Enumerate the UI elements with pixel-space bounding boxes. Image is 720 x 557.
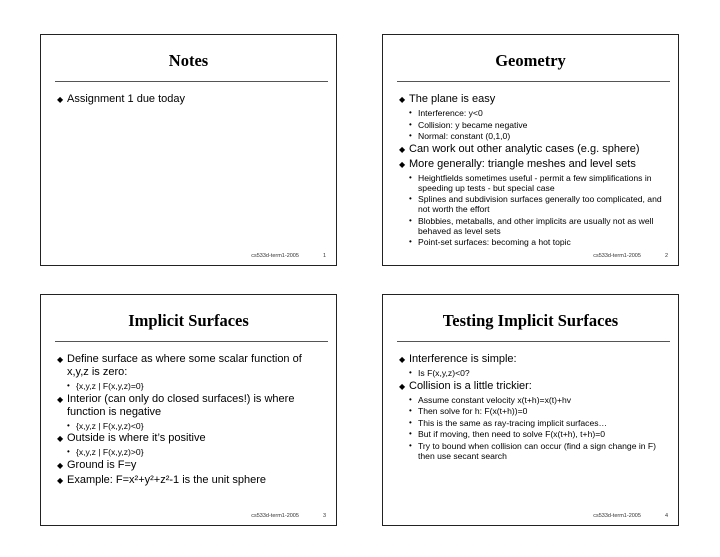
sub-bullet bbox=[409, 441, 668, 461]
sub-bullet-text: Blobbies, metaballs, and other implicits are usually not as well behaved as level sets bbox=[418, 215, 654, 236]
sub-bullet-text: Splines and subdivision surfaces generally too complicated, and not worth the effort bbox=[418, 194, 662, 214]
dot-bullet-icon: • bbox=[409, 108, 412, 117]
bullet bbox=[57, 93, 326, 106]
diamond-bullet-icon: ◆ bbox=[399, 95, 406, 104]
bullet bbox=[57, 459, 326, 472]
slide-footer bbox=[251, 253, 326, 259]
dot-bullet-icon: • bbox=[409, 394, 412, 404]
sub-bullet bbox=[409, 237, 668, 247]
slide-title: Testing Implicit Surfaces bbox=[442, 311, 619, 330]
title-divider bbox=[397, 81, 670, 82]
sub-bullet bbox=[409, 194, 668, 214]
dot-bullet-icon: • bbox=[409, 172, 412, 182]
dot-bullet-icon: • bbox=[409, 237, 412, 246]
diamond-bullet-icon: ◆ bbox=[57, 460, 64, 470]
bullet-text: Interior (can only do closed surfaces!) is where function is negative bbox=[67, 392, 295, 418]
dot-bullet-icon: • bbox=[409, 406, 412, 415]
dot-bullet-icon: • bbox=[67, 381, 70, 390]
bullet bbox=[399, 353, 668, 366]
sub-bullet-text: {x,y,z | F(x,y,z)<0} bbox=[76, 420, 144, 431]
diamond-bullet-icon: ◆ bbox=[57, 434, 64, 443]
sub-bullet-text: But if moving, then need to solve F(x(t+h), t+h)=0 bbox=[418, 429, 606, 439]
footer-course: cs533d-term1-2005 bbox=[251, 253, 299, 259]
dot-bullet-icon: • bbox=[409, 131, 412, 140]
slide-number: 3 bbox=[322, 513, 326, 519]
slide-title: Notes bbox=[168, 51, 209, 70]
bullet-text: Interference is simple: bbox=[409, 353, 517, 365]
dot-bullet-icon: • bbox=[409, 417, 412, 427]
bullet bbox=[57, 353, 326, 379]
sub-bullet bbox=[409, 418, 668, 428]
sub-bullet bbox=[409, 429, 668, 439]
dot-bullet-icon: • bbox=[409, 119, 412, 129]
slide-body bbox=[57, 93, 326, 108]
diamond-bullet-icon: ◆ bbox=[57, 95, 64, 104]
sub-bullet bbox=[409, 395, 668, 405]
slide-testing-implicit-surfaces bbox=[382, 294, 679, 526]
slide-title: Implicit Surfaces bbox=[128, 311, 249, 330]
slide-body bbox=[399, 93, 668, 249]
diamond-bullet-icon: ◆ bbox=[399, 381, 406, 391]
bullet bbox=[399, 93, 668, 106]
slide-geometry bbox=[382, 34, 679, 266]
footer-course: cs533d-term1-2005 bbox=[593, 253, 641, 259]
slide-footer bbox=[593, 253, 668, 259]
sub-bullet bbox=[409, 131, 668, 141]
sub-bullet-text: Is F(x,y,z)<0? bbox=[418, 368, 470, 378]
sub-bullet bbox=[67, 381, 326, 391]
dot-bullet-icon: • bbox=[409, 429, 412, 438]
sub-bullet-text: This is the same as ray-tracing implicit surfaces… bbox=[418, 417, 608, 428]
bullet bbox=[399, 380, 668, 393]
sub-bullet bbox=[409, 108, 668, 118]
sub-bullet-text: Assume constant velocity x(t+h)=x(t)+hv bbox=[418, 394, 572, 405]
sub-bullet-text: Then solve for h: F(x(t+h))=0 bbox=[418, 406, 528, 416]
slide-implicit-surfaces bbox=[40, 294, 337, 526]
footer-course: cs533d-term1-2005 bbox=[593, 513, 641, 519]
diamond-bullet-icon: ◆ bbox=[57, 475, 64, 485]
bullet-text: Define surface as where some scalar function of x,y,z is zero: bbox=[67, 353, 302, 378]
dot-bullet-icon: • bbox=[409, 215, 412, 225]
bullet bbox=[399, 158, 668, 171]
dot-bullet-icon: • bbox=[409, 440, 412, 450]
bullet-text: Collision is a little trickier: bbox=[409, 379, 532, 392]
sub-bullet bbox=[409, 173, 668, 193]
title-divider bbox=[55, 81, 328, 82]
sub-bullet bbox=[409, 368, 668, 378]
diamond-bullet-icon: ◆ bbox=[57, 394, 64, 404]
dot-bullet-icon: • bbox=[409, 194, 412, 203]
sub-bullet bbox=[409, 120, 668, 130]
sub-bullet-text: Try to bound when collision can occur (find a sign change in F) then use secant search bbox=[418, 440, 657, 461]
bullet-text: Ground is F=y bbox=[67, 458, 137, 471]
slide-number: 4 bbox=[664, 513, 668, 519]
bullet-text: More generally: triangle meshes and level sets bbox=[409, 157, 636, 170]
sub-bullet bbox=[409, 216, 668, 236]
sub-bullet-text: {x,y,z | F(x,y,z)=0} bbox=[76, 381, 144, 391]
slide-title: Geometry bbox=[495, 51, 566, 70]
slide-body bbox=[399, 353, 668, 462]
sub-bullet-text: {x,y,z | F(x,y,z)>0} bbox=[76, 447, 144, 457]
diamond-bullet-icon: ◆ bbox=[57, 355, 64, 364]
bullet bbox=[57, 393, 326, 419]
sub-bullet bbox=[67, 447, 326, 457]
diamond-bullet-icon: ◆ bbox=[399, 159, 406, 169]
diamond-bullet-icon: ◆ bbox=[399, 144, 406, 154]
dot-bullet-icon: • bbox=[67, 447, 70, 456]
sub-bullet bbox=[409, 406, 668, 416]
bullet-text: Assignment 1 due today bbox=[67, 93, 186, 105]
sub-bullet-text: Interference: y<0 bbox=[418, 108, 483, 118]
title-divider bbox=[55, 341, 328, 342]
title-divider bbox=[397, 341, 670, 342]
slide-body bbox=[57, 353, 326, 489]
sub-bullet-text: Normal: constant (0,1,0) bbox=[418, 131, 511, 141]
sub-bullet-text: Collision: y became negative bbox=[418, 119, 528, 130]
slide-notes bbox=[40, 34, 337, 266]
slide-footer bbox=[593, 513, 668, 519]
bullet bbox=[399, 143, 668, 156]
bullet-text: Can work out other analytic cases (e.g. sphere) bbox=[409, 142, 640, 155]
slide-number: 1 bbox=[322, 253, 326, 259]
bullet bbox=[57, 474, 326, 487]
sub-bullet-text: Point-set surfaces: becoming a hot topic bbox=[418, 237, 571, 247]
sub-bullet-text: Heightfields sometimes useful - permit a few simplifications in speeding up tests - but special case bbox=[418, 172, 652, 193]
footer-course: cs533d-term1-2005 bbox=[251, 513, 299, 519]
bullet bbox=[57, 432, 326, 445]
sub-bullet bbox=[67, 421, 326, 431]
bullet-text: Example: F=x²+y²+z²-1 is the unit sphere bbox=[67, 473, 266, 486]
diamond-bullet-icon: ◆ bbox=[399, 355, 406, 364]
slide-number: 2 bbox=[664, 253, 668, 259]
dot-bullet-icon: • bbox=[67, 420, 70, 430]
dot-bullet-icon: • bbox=[409, 368, 412, 377]
slide-footer bbox=[251, 513, 326, 519]
bullet-text: Outside is where it’s positive bbox=[67, 432, 206, 444]
bullet-text: The plane is easy bbox=[409, 93, 496, 105]
